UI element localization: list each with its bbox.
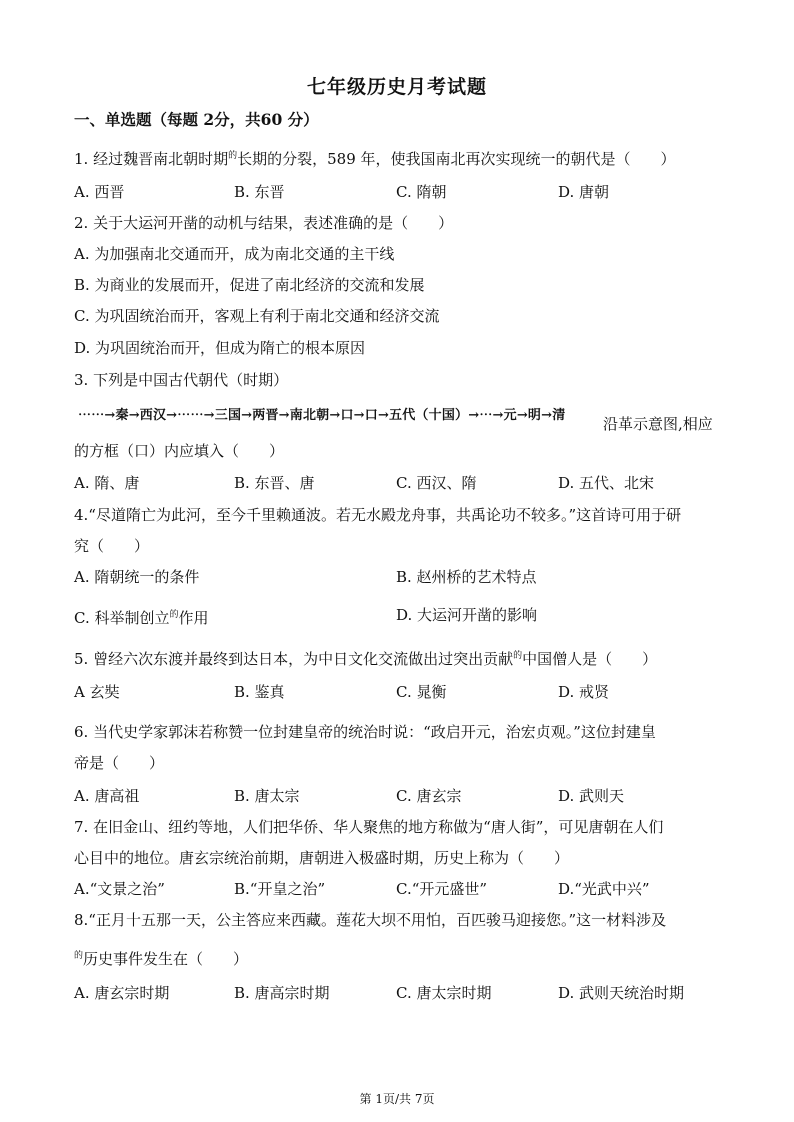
q6-option-b: B. 唐太宗 bbox=[234, 787, 300, 805]
q5-option-a: A 玄奘 bbox=[74, 683, 120, 701]
section-heading: 一、单选题（每题 2分，共60 分） bbox=[74, 110, 319, 129]
question-7-stem-line1: 7. 在旧金山、纽约等地，人们把华侨、华人聚焦的地方称做为“唐人街”，可见唐朝在人们 bbox=[74, 818, 664, 836]
q2-option-b: B. 为商业的发展而开，促进了南北经济的交流和发展 bbox=[74, 276, 425, 294]
q1-option-d: D. 唐朝 bbox=[558, 183, 610, 201]
q6-option-a: A. 唐高祖 bbox=[74, 787, 140, 805]
question-4-stem-line1: 4.“尽道隋亡为此河，至今千里赖通波。若无水殿龙舟事，共禹论功不较多。”这首诗可用于研 bbox=[74, 506, 682, 524]
q6-option-c: C. 唐玄宗 bbox=[396, 787, 462, 805]
q1-option-c: C. 隋朝 bbox=[396, 183, 447, 201]
q3-option-b: B. 东晋、唐 bbox=[234, 474, 315, 492]
question-5-stem: 5. 曾经六次东渡并最终到达日本，为中日文化交流做出过突出贡献$^的$中国僧人是（ ） bbox=[74, 650, 658, 668]
q3-option-c: C. 西汉、隋 bbox=[396, 474, 477, 492]
question-3-stem: 3. 下列是中国古代朝代（时期） bbox=[74, 371, 289, 389]
question-6-stem-line2: 帝是（ ） bbox=[74, 754, 165, 772]
question-8-stem-line2: $^的$历史事件发生在（ ） bbox=[74, 950, 249, 968]
q7-option-b: B.“开皇之治” bbox=[234, 880, 326, 898]
q1-option-b: B. 东晋 bbox=[234, 183, 285, 201]
q5-option-d: D. 戒贤 bbox=[558, 683, 610, 701]
q8-option-a: A. 唐玄宗时期 bbox=[74, 984, 170, 1002]
q4-option-d: D. 大运河开凿的影响 bbox=[396, 606, 538, 624]
q8-option-b: B. 唐高宗时期 bbox=[234, 984, 330, 1002]
question-1-stem: 1. 经过魏晋南北朝时期$^的$长期的分裂，589 年，使我国南北再次实现统一的朝代是（ ） bbox=[74, 150, 676, 168]
question-3-stem-line2: 的方框（口）内应填入（ ） bbox=[74, 442, 285, 460]
question-2-stem: 2. 关于大运河开凿的动机与结果，表述准确的是（ ） bbox=[74, 214, 454, 232]
q5-option-c: C. 晁衡 bbox=[396, 683, 447, 701]
q2-option-d: D. 为巩固统治而开，但成为隋亡的根本原因 bbox=[74, 339, 366, 357]
q7-option-a: A.“文景之治” bbox=[74, 880, 165, 898]
question-8-stem-line1: 8.“正月十五那一天，公主答应来西藏。莲花大坝不用怕，百匹骏马迎接您。”这一材料涉及 bbox=[74, 911, 667, 929]
q2-option-a: A. 为加强南北交通而开，成为南北交通的主干线 bbox=[74, 245, 395, 263]
q2-option-c: C. 为巩固统治而开，客观上有利于南北交通和经济交流 bbox=[74, 307, 440, 325]
question-4-stem-line2: 究（ ） bbox=[74, 537, 150, 555]
q4-option-a: A. 隋朝统一的条件 bbox=[74, 568, 200, 586]
q7-option-c: C.“开元盛世” bbox=[396, 880, 488, 898]
q5-option-b: B. 鉴真 bbox=[234, 683, 285, 701]
question-6-stem-line1: 6. 当代史学家郭沫若称赞一位封建皇帝的统治时说：“政启开元，治宏贞观。”这位封建皇 bbox=[74, 723, 656, 741]
page-footer: 第 1页/共 7页 bbox=[359, 1092, 435, 1106]
page-title: 七年级历史月考试题 bbox=[306, 76, 487, 98]
dynasty-timeline: ⋯⋯→秦→西汉→⋯⋯→三国→两晋→南北朝→口→口→五代（十国）→⋯→元→明→清 bbox=[78, 408, 566, 423]
q8-option-d: D. 武则天统治时期 bbox=[558, 984, 685, 1002]
q4-option-c: C. 科举制创立$^的$作用 bbox=[74, 609, 209, 627]
q4-option-b: B. 赵州桥的艺术特点 bbox=[396, 568, 537, 586]
q3-option-a: A. 隋、唐 bbox=[74, 474, 140, 492]
question-7-stem-line2: 心目中的地位。唐玄宗统治前期，唐朝进入极盛时期，历史上称为（ ） bbox=[74, 849, 570, 867]
q8-option-c: C. 唐太宗时期 bbox=[396, 984, 492, 1002]
question-3-stem-tail: 沿革示意图,相应 bbox=[603, 415, 713, 433]
q3-option-d: D. 五代、北宋 bbox=[558, 474, 655, 492]
q6-option-d: D. 武则天 bbox=[558, 787, 625, 805]
q1-option-a: A. 西晋 bbox=[74, 183, 125, 201]
q7-option-d: D.“光武中兴” bbox=[558, 880, 650, 898]
